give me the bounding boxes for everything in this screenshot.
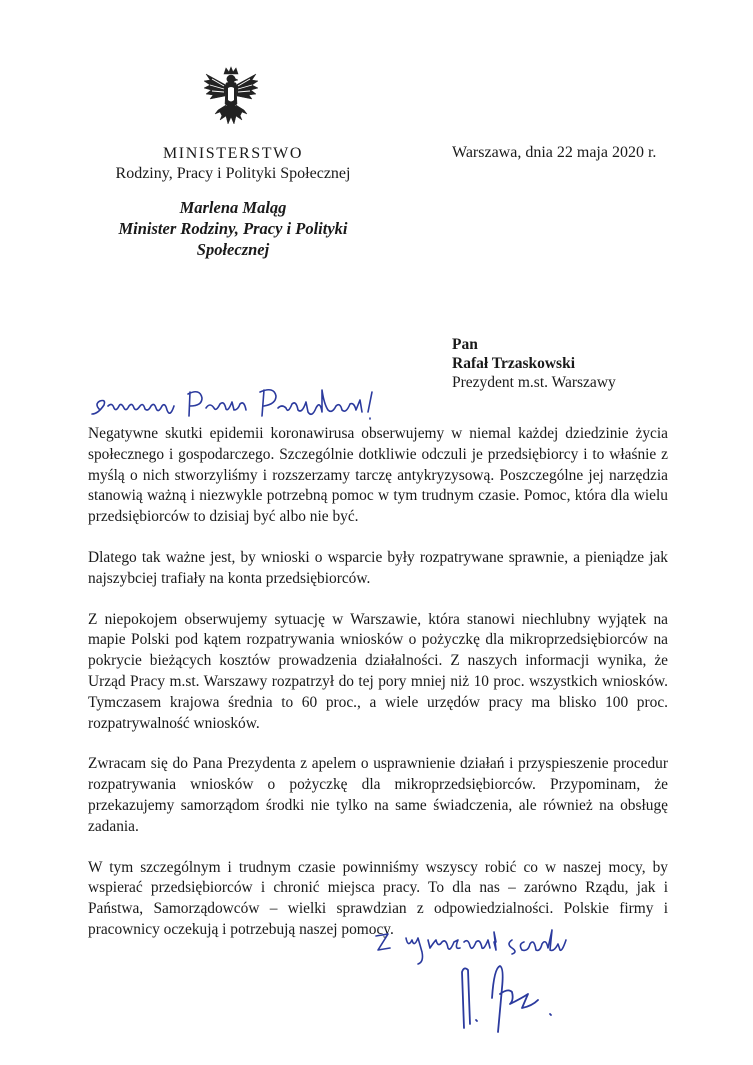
paragraph-2: Dlatego tak ważne jest, by wnioski o wsparcie były rozpatrywane sprawnie, a pieniądze jak najszybciej trafiały na konta przedsiębiorców. [88, 548, 668, 587]
minister-block [95, 197, 371, 260]
ministry-subtitle: Rodziny, Pracy i Polityki Społecznej [115, 165, 351, 182]
polish-eagle-emblem-icon [202, 66, 260, 132]
paragraph-3: Z niepokojem obserwujemy sytuację w Warszawie, która stanowi niechlubny wyjątek na mapie Polski pod kątem rozpatrywania wniosków o pożyczkę dla mikroprzedsiębiorców na pokrycie bieżących kosztów prowadzenia działalności. Z naszych informacji wynika, że Urząd Pracy m.st. Warszawy rozpatrzył do tej pory mniej niż 10 proc. wszystkich wniosków. Tymczasem krajowa średnia to 60 proc., a wiele urzędów pracy ma blisko 100 proc. rozpatrywalność wniosków. [88, 610, 668, 732]
addressee-salutation: Pan [452, 336, 478, 353]
paragraph-4: Zwracam się do Pana Prezydenta z apelem o usprawnienie działań i przyspieszenie procedur rozpatrywania wniosków o pożyczkę dla mikroprzedsiębiorców. Przypominam, że przekazujemy samorządom środki nie tylko na same świadczenia, ale również na obsługę zadania. [88, 755, 668, 835]
letter-date: Warszawa, dnia 22 maja 2020 r. [452, 144, 657, 161]
addressee-name: Rafał Trzaskowski [452, 355, 576, 372]
letter-body [88, 424, 668, 961]
addressee-block [452, 335, 616, 392]
minister-title: Minister Rodziny, Pracy i Polityki Społecznej [118, 219, 348, 259]
handwritten-signature [452, 958, 564, 1036]
ministry-header [95, 144, 371, 184]
paragraph-5: W tym szczególnym i trudnym czasie powinniśmy wszyscy robić co w naszej mocy, by wspierać przedsiębiorców i chronić miejsca pracy. To dla nas – zarówno Rządu, jak i Państwa, Samorządowców – wielki sprawdzian z odpowiedzialności. Polskie firmy i pracownicy oczekują i potrzebują naszej pomocy. [88, 858, 668, 938]
ministry-name: MINISTERSTWO [162, 145, 304, 162]
minister-name: Marlena Maląg [179, 198, 287, 217]
handwritten-salutation [90, 384, 420, 428]
paragraph-1: Negatywne skutki epidemii koronawirusa obserwujemy w niemal każdej dziedzinie życia społecznego i gospodarczego. Szczególnie dotkliwie odczuli je przedsiębiorcy i to właśnie z myślą o nich stworzyliśmy i rozszerzamy tarczę antykryzysową. Poszczególne jej narzędzia stanowią ważną i niezwykle potrzebną pomoc w tym trudnym czasie. Pomoc, która dla wielu przedsiębiorców to dzisiaj być albo nie być. [88, 425, 668, 526]
addressee-title: Prezydent m.st. Warszawy [452, 374, 616, 391]
